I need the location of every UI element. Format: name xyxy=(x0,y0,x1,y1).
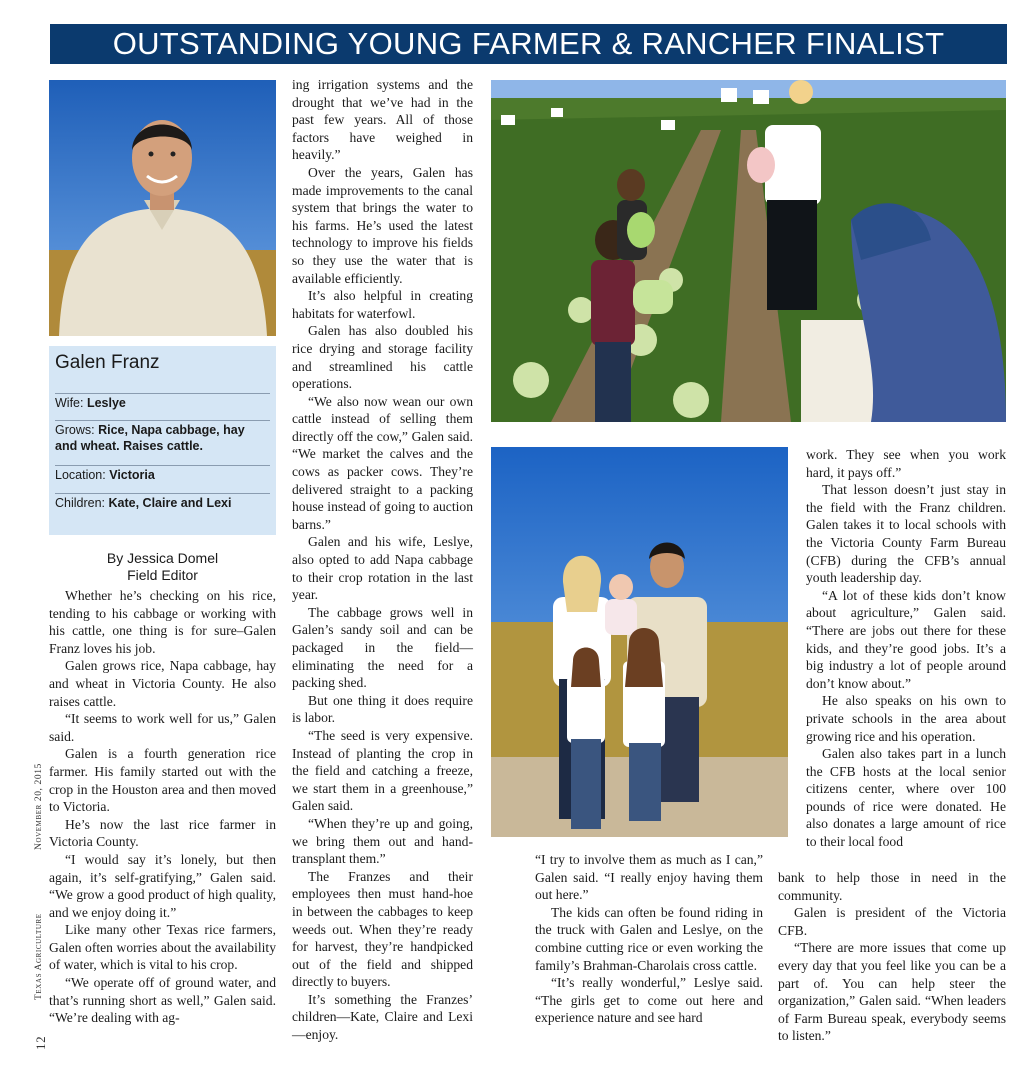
divider xyxy=(55,393,270,394)
paragraph: Galen grows rice, Napa cabbage, hay and wheat in Victoria County. He also raises cattle. xyxy=(49,658,276,709)
divider xyxy=(55,420,270,421)
paragraph: “I try to involve them as much as I can,” Galen said. “I really enjoy having them out here.” xyxy=(535,852,763,903)
article-column-3 xyxy=(535,851,763,1027)
paragraph: Galen has also doubled his rice drying and storage facility and streamlined his cattle operations. xyxy=(292,323,473,392)
paragraph: Galen is a fourth generation rice farmer. His family started out with the crop in the Houston area and then moved to Victoria. xyxy=(49,746,276,815)
section-banner: OUTSTANDING YOUNG FARMER & RANCHER FINALIST xyxy=(50,24,1007,64)
byline-author: By Jessica Domel xyxy=(106,550,219,566)
paragraph: “It seems to work well for us,” Galen said. xyxy=(49,711,276,744)
paragraph: He also speaks on his own to private schools in the area about growing rice and his operation. xyxy=(806,693,1006,744)
article-column-5 xyxy=(778,869,1006,1045)
paragraph: “It’s really wonderful,” Leslye said. “The girls get to come out here and experience nature and see hard xyxy=(535,975,763,1026)
folio-publication: Texas Agriculture xyxy=(34,913,44,1000)
label: Grows: xyxy=(55,423,99,437)
paragraph: bank to help those in need in the community. xyxy=(778,870,1006,903)
profile-name: Galen Franz xyxy=(55,352,160,373)
profile-location xyxy=(55,467,269,483)
value: Rice, Napa cabbage, hay and wheat. Raises cattle. xyxy=(55,423,245,453)
paragraph: “The seed is very expensive. Instead of planting the crop in the field and catching a freeze, we start them in a greenhouse,” Galen said. xyxy=(292,727,473,814)
paragraph: ing irrigation systems and the drought that we’ve had in the past few years. All of those factors have weighed in heavily.” xyxy=(292,77,473,163)
paragraph: The cabbage grows well in Galen’s sandy soil and can be packaged in the field—eliminating the need for a packing shed. xyxy=(292,604,473,691)
portrait-photo xyxy=(49,80,276,336)
paragraph: Galen and his wife, Leslye, also opted to add Napa cabbage to their crop rotation in the last year. xyxy=(292,534,473,603)
paragraph: “When they’re up and going, we bring them out and hand-transplant them.” xyxy=(292,815,473,867)
byline xyxy=(49,550,276,584)
family-photo xyxy=(491,447,788,837)
cabbage-field-photo xyxy=(491,80,1006,422)
article-column-1 xyxy=(49,587,276,1027)
paragraph: Over the years, Galen has made improvements to the canal system that brings the water to his farms. He’s used the latest technology to improve his fields so they use the water that is available efficiently. xyxy=(292,164,473,286)
article-column-2 xyxy=(292,76,473,1044)
paragraph: “I would say it’s lonely, but then again, it’s self-gratifying,” Galen said. “We grow a good product of high quality, and we enjoy doing it.” xyxy=(49,851,276,920)
paragraph: The Franzes and their employees then must hand-hoe in between the cabbages to keep weeds out. When they’re ready for harvest, they’re handpicked out of the field and shipped directly to buyers. xyxy=(292,868,473,990)
profile-wife xyxy=(55,395,269,411)
paragraph: “We also now wean our own cattle instead of selling them directly off the cow,” Galen said. “We market the calves and the cows as packer cows. They’re delivered straight to a packing house instead of going to auction barns.” xyxy=(292,393,473,532)
label: Wife: xyxy=(55,396,87,410)
paragraph: The kids can often be found riding in the truck with Galen and Leslye, on the combine cutting rice or even working the family’s Brahman-Charolais cross cattle. xyxy=(535,904,763,973)
paragraph: Whether he’s checking on his rice, tending to his cabbage or working with his cattle, one thing is for sure–Galen Franz loves his job. xyxy=(49,588,276,656)
paragraph: It’s also helpful in creating habitats for waterfowl. xyxy=(292,288,473,321)
folio-date: November 20, 2015 xyxy=(34,763,44,850)
article-column-4 xyxy=(806,446,1006,851)
paragraph: “There are more issues that come up every day that you feel like you can be a part of. You can help steer the organization,” Galen said. “When leaders of Farm Bureau speak, everybody seems to listen.” xyxy=(778,940,1006,1044)
paragraph: Like many other Texas rice farmers, Galen often worries about the availability of water, which is vital to his crop. xyxy=(49,922,276,973)
paragraph: Galen also takes part in a lunch the CFB hosts at the local senior citizens center, where over 100 pounds of rice were donated. He also donates a large amount of rice to their local food xyxy=(806,746,1006,850)
paragraph: That lesson doesn’t just stay in the field with the Franz children. Galen takes it to local schools with the Victoria County Farm Bureau (CFB) during the CFB’s annual youth leadership day. xyxy=(806,482,1006,586)
profile-infobox xyxy=(49,346,276,535)
paragraph: “We operate off of ground water, and that’s running short as well,” Galen said. “We’re dealing with ag- xyxy=(49,975,276,1026)
value: Leslye xyxy=(86,396,126,410)
paragraph: He’s now the last rice farmer in Victoria County. xyxy=(49,816,276,850)
value: Victoria xyxy=(109,468,155,482)
divider xyxy=(55,465,270,466)
paragraph: “A lot of these kids don’t know about agriculture,” Galen said. “There are jobs out there for these kids, and they’re good jobs. It’s a big industry a lot of people around don’t know about.” xyxy=(806,587,1006,691)
label: Location: xyxy=(55,468,110,482)
paragraph: It’s something the Franzes’ children—Kate, Claire and Lexi—enjoy. xyxy=(292,991,473,1043)
divider xyxy=(55,493,270,494)
profile-children xyxy=(55,495,269,511)
paragraph: Galen is president of the Victoria CFB. xyxy=(778,905,1006,938)
paragraph: But one thing it does require is labor. xyxy=(292,692,473,726)
byline-title: Field Editor xyxy=(127,567,198,583)
paragraph: work. They see when you work hard, it pays off.” xyxy=(806,447,1006,480)
value: Kate, Claire and Lexi xyxy=(108,496,232,510)
label: Children: xyxy=(55,496,109,510)
profile-grows xyxy=(55,422,269,454)
page-number: 12 xyxy=(33,1035,48,1050)
